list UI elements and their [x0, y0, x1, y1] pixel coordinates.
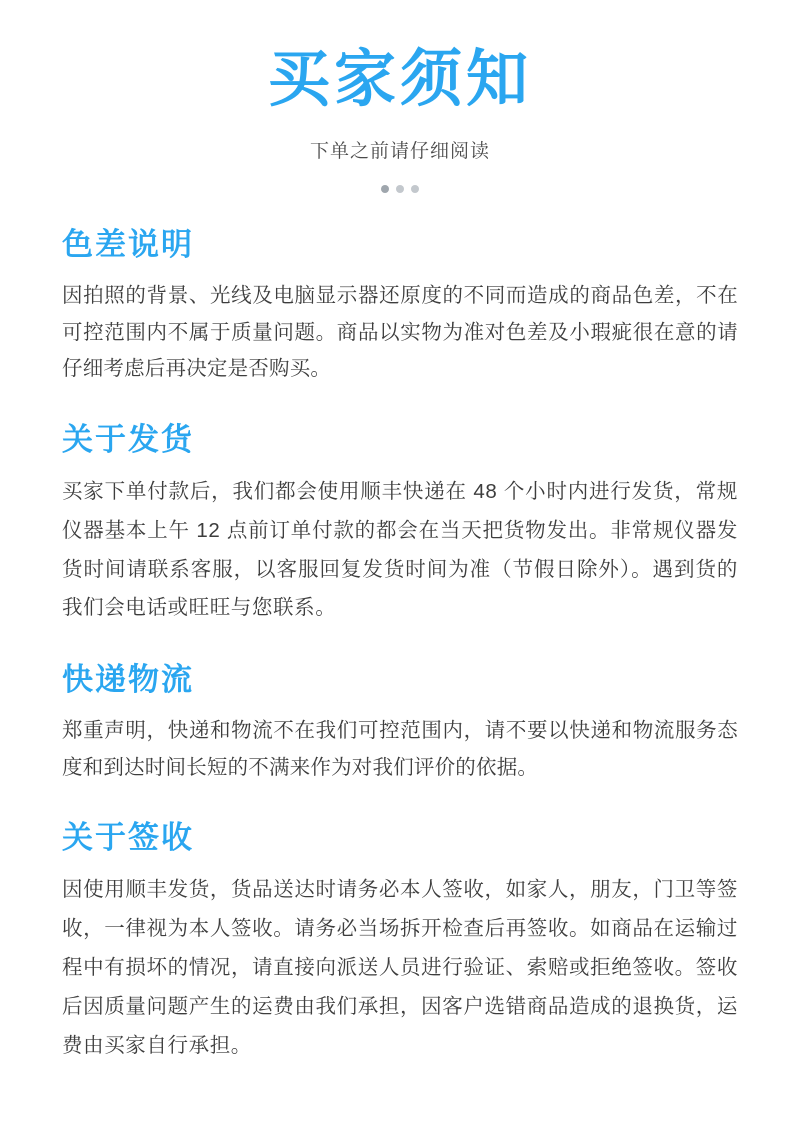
dot-separator	[62, 185, 738, 193]
page-title: 买家须知	[267, 45, 532, 114]
separator-dot-2	[396, 185, 404, 193]
section-title-shipping: 关于发货	[62, 421, 194, 457]
page-header	[62, 0, 738, 193]
section-body-color-difference: 因拍照的背景、光线及电脑显示器还原度的不同而造成的商品色差，不在可控范围内不属于质量问题。商品以实物为准对色差及小瑕疵很在意的请仔细考虑后再决定是否购买。	[62, 284, 738, 381]
section-title-receipt: 关于签收	[62, 820, 194, 856]
section-title-color-difference: 色差说明	[62, 227, 194, 263]
section-logistics	[62, 654, 738, 786]
section-color-difference	[62, 219, 738, 387]
section-receipt	[62, 812, 738, 1066]
section-body-logistics: 郑重声明，快递和物流不在我们可控范围内，请不要以快递和物流服务态度和到达时间长短的不满来作为对我们评价的依据。	[62, 719, 738, 779]
section-body-shipping: 买家下单付款后，我们都会使用顺丰快递在 48 个小时内进行发货，常规仪器基本上午 12 点前订单付款的都会在当天把货物发出。非常规仪器发货时间请联系客服，以客服回复发货时间为准（节假日除外）。遇到货的我们会电话或旺旺与您联系。	[62, 479, 738, 620]
page-subtitle: 下单之前请仔细阅读	[309, 141, 490, 163]
separator-dot-3	[411, 185, 419, 193]
section-shipping	[62, 414, 738, 629]
section-title-logistics: 快递物流	[62, 662, 194, 698]
section-body-receipt: 因使用顺丰发货，货品送达时请务必本人签收，如家人，朋友，门卫等签收，一律视为本人签收。请务必当场拆开检查后再签收。如商品在运输过程中有损坏的情况，请直接向派送人员进行验证、索赔或拒绝签收。签收后因质量问题产生的运费由我们承担，因客户选错商品造成的退换货，运费由买家自行承担。	[62, 878, 738, 1058]
separator-dot-1	[381, 185, 389, 193]
